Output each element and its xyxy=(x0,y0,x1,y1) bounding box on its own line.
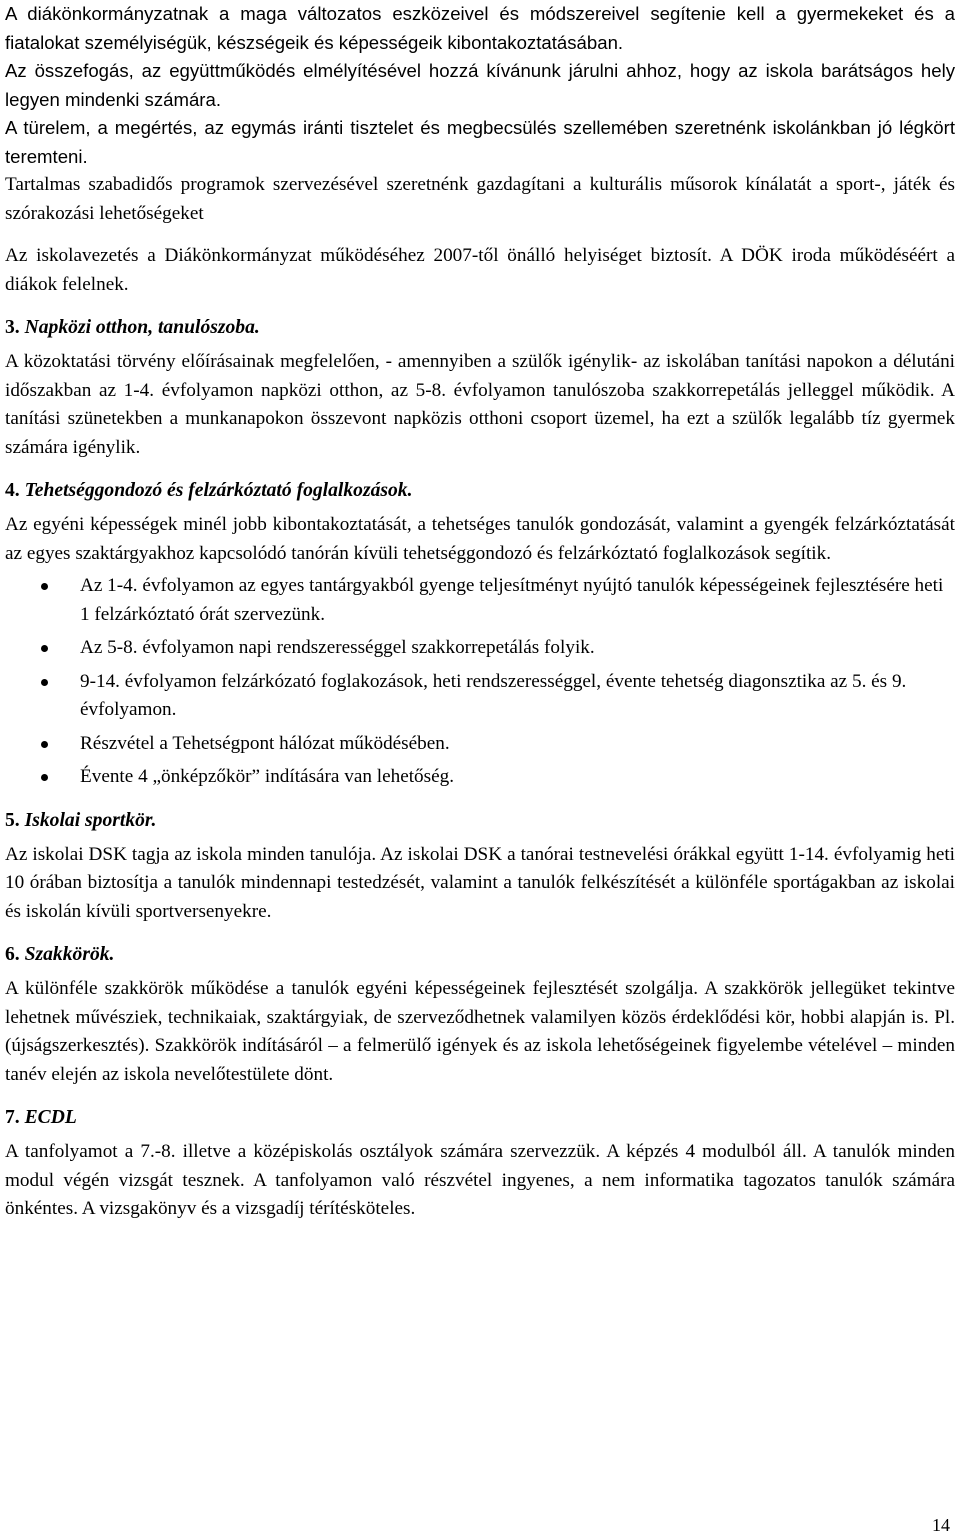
bullet-item xyxy=(5,763,955,792)
bullet-dot-icon xyxy=(41,741,48,748)
section-3-title: Napközi otthon, tanulószoba. xyxy=(24,317,260,338)
section-7-heading xyxy=(5,1104,955,1132)
bullet-text: Évente 4 „önképzőkör” indítására van lehetőség. xyxy=(80,766,455,787)
section-4-number: 4. xyxy=(5,480,20,501)
bullet-dot-icon xyxy=(41,583,48,590)
section-5-title: Iskolai sportkör. xyxy=(24,809,157,831)
section-5-number: 5. xyxy=(5,809,20,831)
intro-paragraph-5: Az iskolavezetés a Diákönkormányzat működéséhez 2007-től önálló helyiséget biztosít. A DÖK iroda működéséért a diákok felelnek. xyxy=(5,245,955,295)
page-number: 14 xyxy=(932,1515,950,1535)
section-6-heading xyxy=(5,941,955,969)
bullet-item xyxy=(5,730,955,759)
intro-paragraph-1: A diákönkormányzatnak a maga változatos eszközeivel és módszereivel segítenie kell a gyermekeket és a fiatalokat személyiségük, készségeik és képességeik kibontakoztatásában. xyxy=(5,3,955,53)
section-6-body: A különféle szakkörök működése a tanulók egyéni képességeinek fejlesztését szolgálja. A szakkörök jellegüket tekintve lehetnek művésziek, technikaiak, szaktárgyiak, de szerveződhetnek valamilyen közös érdeklődési kör, hobbi alapján is. Pl. (újságszerkesztés). Szakkörök indításáról – a felmerülő igények és az iskola lehetőségeinek figyelembe vételével – minden tanév elején az iskola nevelőtestülete dönt. xyxy=(5,978,955,1085)
bullet-dot-icon xyxy=(41,679,48,686)
section-5-body: Az iskolai DSK tagja az iskola minden tanulója. Az iskolai DSK a tanórai testnevelési órákkal együtt 1-14. évfolyamig heti 10 órában biztosítja a tanulók mindennapi testedzését, valamint a tanulók felkészítését a különféle sportágakban az iskolai és iskolán kívüli sportversenyekre. xyxy=(5,843,955,922)
section-3-heading xyxy=(5,314,955,342)
bullet-dot-icon xyxy=(41,774,48,781)
bullet-item xyxy=(5,572,955,629)
intro-paragraph-2: Az összefogás, az együttműködés elmélyítésével hozzá kívánunk járulni ahhoz, hogy az iskola barátságos hely legyen mindenki számára. xyxy=(5,60,955,110)
section-7-number: 7. xyxy=(5,1107,20,1128)
bullet-item xyxy=(5,634,955,663)
document-page xyxy=(5,0,955,1224)
intro-paragraph-3: A türelem, a megértés, az egymás iránti tisztelet és megbecsülés szellemében szeretnénk iskolánkban jó légkört teremteni. xyxy=(5,117,955,167)
bullet-text: Részvétel a Tehetségpont hálózat működésében. xyxy=(80,732,450,754)
section-4-bullet-list xyxy=(5,572,955,792)
section-4-title: Tehetséggondozó és felzárkóztató foglalkozások. xyxy=(24,480,413,501)
intro-paragraph-4: Tartalmas szabadidős programok szervezésével szeretnénk gazdagítani a kulturális műsorok kínálatát a sport-, játék és szórakozási lehetőségeket xyxy=(5,174,955,224)
section-3-number: 3. xyxy=(5,317,20,338)
section-6-number: 6. xyxy=(5,944,20,965)
section-6-title: Szakkörök. xyxy=(24,944,115,965)
section-7-title: ECDL xyxy=(24,1107,77,1128)
bullet-text: 9-14. évfolyamon felzárkózató foglakozások, heti rendszerességgel, évente tehetség diagonsztika az 5. és 9. évfolyamon. xyxy=(80,670,907,720)
bullet-item xyxy=(5,668,955,725)
section-3-body: A közoktatási törvény előírásainak megfelelően, - amennyiben a szülők igénylik- az iskolában tanítási napokon a délutáni időszakban az 1-4. évfolyamon napközi otthon, az 5-8. évfolyamon tanulószoba szakkorrepetálás jelleggel működik. A tanítási szünetekben a munkanapokon összevont napközis otthoni csoport üzemel, ha ezt a szülők legalább tíz gyermek számára igénylik. xyxy=(5,351,955,458)
section-4-body: Az egyéni képességek minél jobb kibontakoztatását, a tehetséges tanulók gondozását, valamint a gyengék felzárkóztatását az egyes szaktárgyakhoz kapcsolódó tanórán kívüli tehetséggondozó és felzárkóztató foglalkozások segítik. xyxy=(5,514,955,564)
section-5-heading xyxy=(5,807,955,835)
section-7-body: A tanfolyamot a 7.-8. illetve a középiskolás osztályok számára szervezzük. A képzés 4 modulból áll. A tanulók minden modul végén vizsgát tesznek. A tanfolyamon való részvétel ingyenes, a nem informatika tagozatos tanulók számára önkéntes. A vizsgakönyv és a vizsgadíj térítésköteles. xyxy=(5,1141,955,1219)
bullet-text: Az 5-8. évfolyamon napi rendszerességgel szakkorrepetálás folyik. xyxy=(80,637,595,658)
bullet-dot-icon xyxy=(41,645,48,652)
bullet-text: Az 1-4. évfolyamon az egyes tantárgyakból gyenge teljesítményt nyújtó tanulók képességeinek fejlesztésére heti 1 felzárkóztató órát szervezünk. xyxy=(80,575,944,625)
section-4-heading xyxy=(5,477,955,505)
